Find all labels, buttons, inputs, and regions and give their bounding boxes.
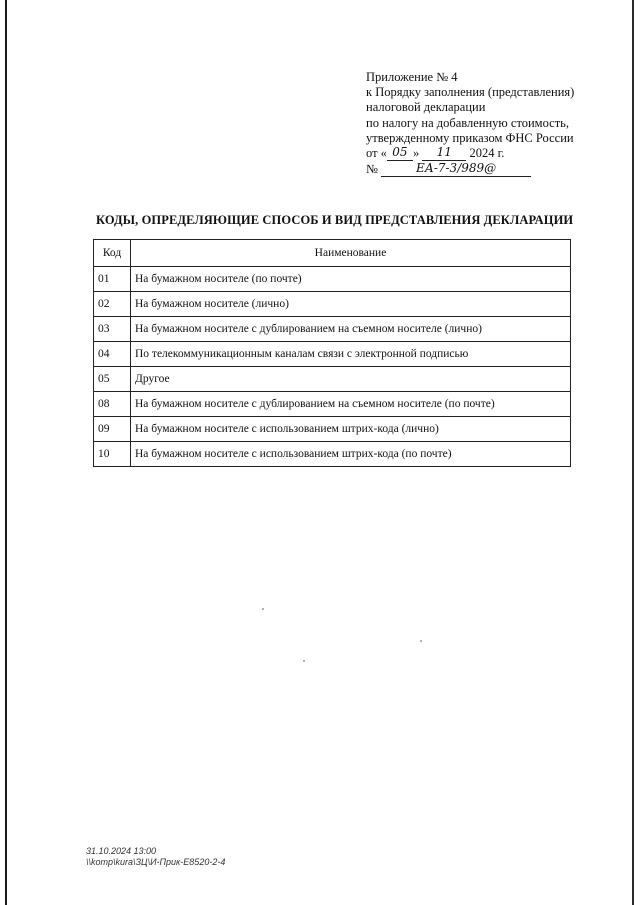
codes-table bbox=[93, 239, 571, 467]
page-edge-right bbox=[632, 0, 634, 905]
page-edge-left bbox=[5, 0, 7, 905]
row-code: 04 bbox=[94, 342, 131, 367]
number-prefix: № bbox=[366, 162, 378, 177]
date-prefix: от « bbox=[366, 146, 387, 161]
approval-line-3: налоговой декларации bbox=[366, 100, 486, 115]
date-mid: » bbox=[412, 146, 420, 161]
scan-speck bbox=[303, 660, 305, 662]
row-name: На бумажном носителе с дублированием на съемном носителе (по почте) bbox=[131, 392, 571, 417]
table-row bbox=[94, 442, 571, 467]
approval-line-4: по налогу на добавленную стоимость, bbox=[366, 115, 569, 130]
header-code: Код bbox=[94, 240, 131, 267]
row-name: На бумажном носителе (по почте) bbox=[131, 267, 571, 292]
table-row bbox=[94, 342, 571, 367]
approval-date-line bbox=[366, 146, 606, 162]
table-row bbox=[94, 292, 571, 317]
row-code: 02 bbox=[94, 292, 131, 317]
scan-speck bbox=[420, 640, 422, 642]
footer-stamp bbox=[86, 846, 225, 868]
approval-line-5: утвержденному приказом ФНС России bbox=[366, 130, 574, 145]
row-name: На бумажном носителе с использованием штрих-кода (лично) bbox=[131, 417, 571, 442]
table-header-row bbox=[94, 240, 571, 267]
row-code: 08 bbox=[94, 392, 131, 417]
approval-number-line bbox=[366, 162, 606, 178]
date-month: 11 bbox=[422, 145, 466, 161]
footer-file-path: \\komp\kura\ЗЦ\И-Прик-Е8520-2-4 bbox=[86, 857, 226, 867]
approval-block bbox=[366, 70, 606, 178]
row-name: На бумажном носителе с использованием штрих-кода (по почте) bbox=[131, 442, 571, 467]
row-code: 01 bbox=[94, 267, 131, 292]
approval-line-2: к Порядку заполнения (представления) bbox=[366, 85, 575, 100]
row-name: Другое bbox=[131, 367, 571, 392]
date-year: 2024 г. bbox=[469, 146, 505, 161]
header-name: Наименование bbox=[131, 240, 571, 267]
row-code: 09 bbox=[94, 417, 131, 442]
row-code: 03 bbox=[94, 317, 131, 342]
approval-line-1: Приложение № 4 bbox=[366, 70, 458, 84]
row-code: 05 bbox=[94, 367, 131, 392]
document-title: КОДЫ, ОПРЕДЕЛЯЮЩИЕ СПОСОБ И ВИД ПРЕДСТАВЛЕНИЯ ДЕКЛАРАЦИИ bbox=[96, 213, 574, 227]
table-row bbox=[94, 417, 571, 442]
table-row bbox=[94, 317, 571, 342]
row-name: На бумажном носителе (лично) bbox=[131, 292, 571, 317]
number-value: ЕА-7-3/989@ bbox=[381, 161, 531, 177]
row-code: 10 bbox=[94, 442, 131, 467]
table-row bbox=[94, 367, 571, 392]
scan-speck bbox=[262, 608, 264, 610]
footer-timestamp: 31.10.2024 13:00 bbox=[86, 846, 157, 856]
row-name: На бумажном носителе с дублированием на съемном носителе (лично) bbox=[131, 317, 571, 342]
date-day: 05 bbox=[387, 145, 413, 161]
table-row bbox=[94, 267, 571, 292]
table-row bbox=[94, 392, 571, 417]
row-name: По телекоммуникационным каналам связи с электронной подписью bbox=[131, 342, 571, 367]
